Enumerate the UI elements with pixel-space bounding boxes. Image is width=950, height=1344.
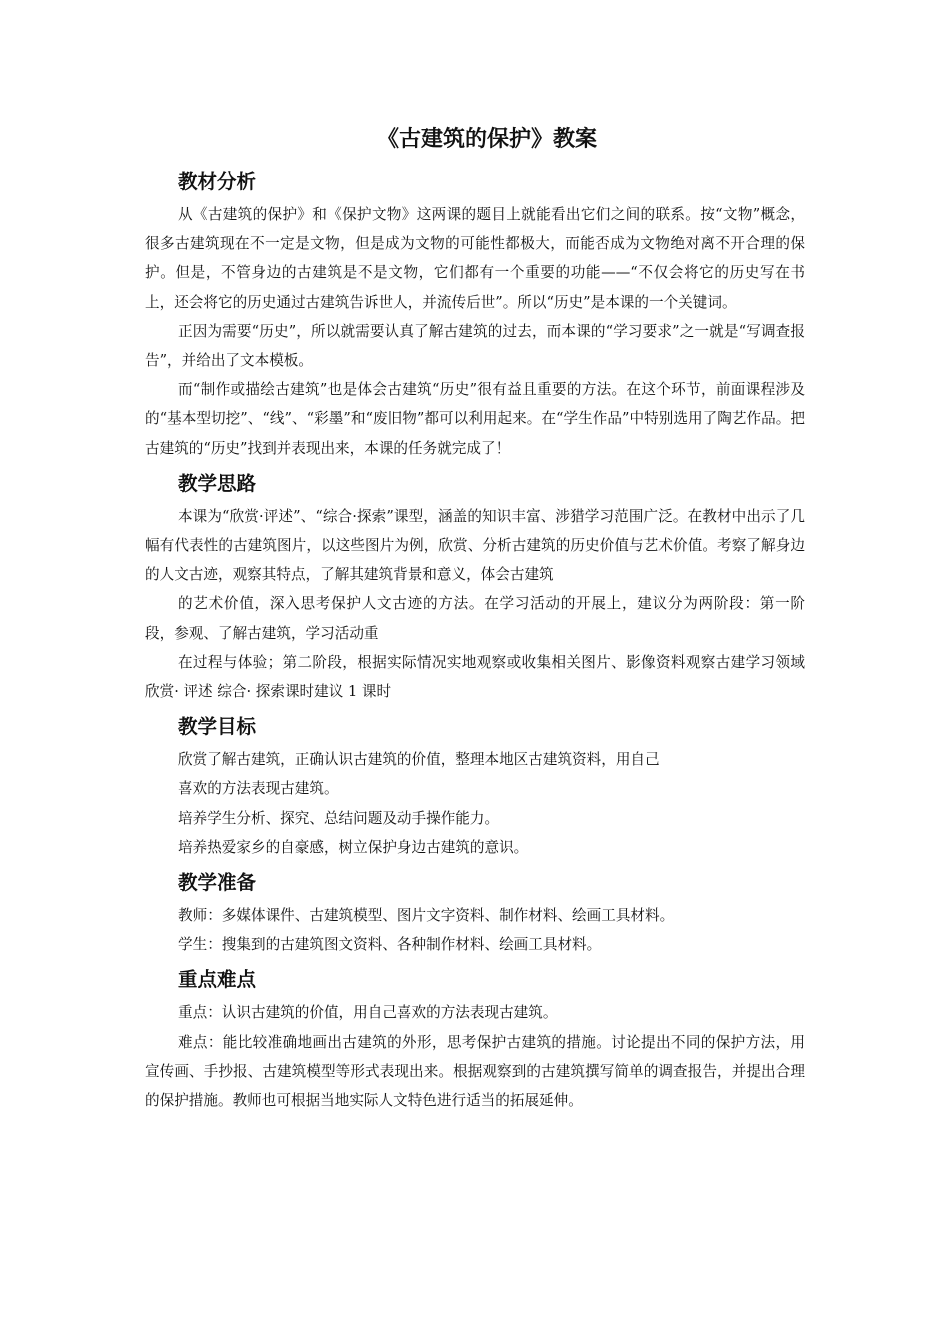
section-teaching-goals (145, 709, 805, 862)
document-page (145, 118, 805, 1115)
document-title: 《古建筑的保护》教案 (376, 126, 597, 152)
section-teaching-approach (145, 466, 805, 706)
paragraph: 难点：能比较准确地画出古建筑的外形，思考保护古建筑的措施。讨论提出不同的保护方法，用宣传画、手抄报、古建筑模型等形式表现出来。根据观察到的古建筑撰写简单的调查报告，并提出合理的保护措施。教师也可根据当地实际人文特色进行适当的拓展延伸。 (145, 1033, 805, 1110)
paragraph: 培养学生分析、探究、总结问题及动手操作能力。 (178, 809, 500, 827)
paragraph: 正因为需要“历史”，所以就需要认真了解古建筑的过去，而本课的“学习要求”之一就是“写调查报告”，并给出了文本模板。 (145, 322, 805, 370)
section-teaching-preparation (145, 865, 805, 959)
section-heading: 教学思路 (178, 471, 257, 495)
paragraph: 在过程与体验；第二阶段，根据实际情况实地观察或收集相关图片、影像资料观察古建学习领域欣赏· 评述 综合· 探索课时建议 1 课时 (145, 653, 805, 701)
paragraph: 重点：认识古建筑的价值，用自己喜欢的方法表现古建筑。 (178, 1004, 558, 1022)
section-heading: 重点难点 (178, 968, 257, 992)
paragraph: 喜欢的方法表现古建筑。 (178, 780, 339, 798)
section-heading: 教材分析 (178, 170, 257, 193)
paragraph: 而“制作或描绘古建筑”也是体会古建筑“历史”很有益且重要的方法。在这个环节，前面课程涉及的“基本型切挖”、“线”、“彩墨”和“废旧物”都可以利用起来。在“学生作品”中特别选用了陶艺作品。把古建筑的“历史”找到并表现出来，本课的任务就完成了！ (145, 381, 805, 457)
section-textbook-analysis (145, 164, 805, 463)
paragraph: 的艺术价值，深入思考保护人文古迹的方法。在学习活动的开展上，建议分为两阶段：第一阶段，参观、了解古建筑，学习活动重 (145, 595, 805, 642)
paragraph: 从《古建筑的保护》和《保护文物》这两课的题目上就能看出它们之间的联系。按“文物”概念，很多古建筑现在不一定是文物，但是成为文物的可能性都极大，而能否成为文物绝对离不开合理的保护。但是，不管身边的古建筑是不是文物，它们都有一个重要的功能——“不仅会将它的历史写在书上，还会将它的历史通过古建筑告诉世人，并流传后世”。所以“历史”是本课的一个关键词。 (145, 206, 805, 311)
section-heading: 教学目标 (178, 715, 257, 739)
section-key-points (145, 962, 805, 1115)
paragraph: 学生：搜集到的古建筑图文资料、各种制作材料、绘画工具材料。 (178, 936, 602, 954)
section-heading: 教学准备 (178, 871, 257, 895)
paragraph: 本课为“欣赏·评述”、“综合·探索”课型，涵盖的知识丰富、涉猎学习范围广泛。在教材中出示了几幅有代表性的古建筑图片，以这些图片为例，欣赏、分析古建筑的历史价值与艺术价值。考察了解身边的人文古迹，观察其特点，了解其建筑背景和意义，体会古建筑 (145, 507, 805, 584)
paragraph: 教师：多媒体课件、古建筑模型、图片文字资料、制作材料、绘画工具材料。 (178, 907, 675, 925)
paragraph: 培养热爱家乡的自豪感，树立保护身边古建筑的意识。 (178, 838, 529, 856)
paragraph: 欣赏了解古建筑，正确认识古建筑的价值，整理本地区古建筑资料，用自己 (178, 751, 660, 769)
